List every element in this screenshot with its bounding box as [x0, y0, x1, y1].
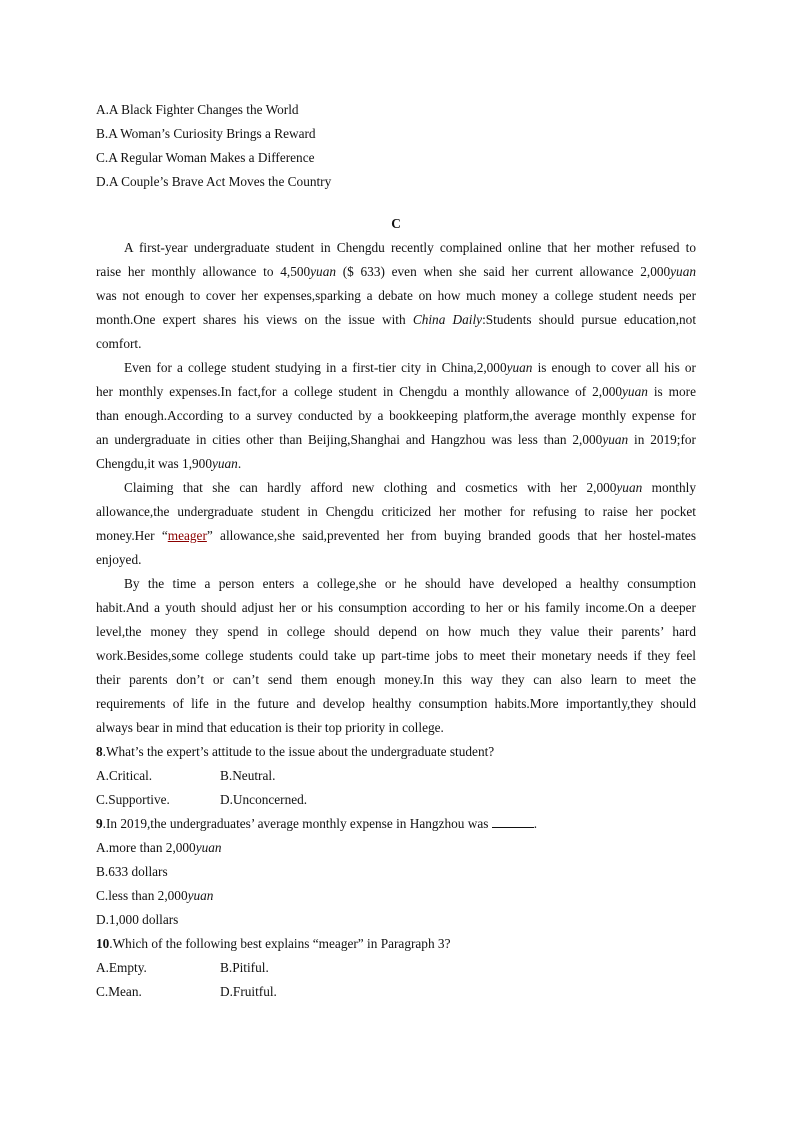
p3-line: money.Her “meager” allowance,she said,prevented her from buying branded goods that her hostel-mates	[96, 528, 696, 543]
p2-line: than enough.According to a survey conducted by a bookkeeping platform,the average monthly expense for	[96, 408, 696, 423]
paragraph-4	[96, 572, 696, 740]
question-8-stem: 8.What’s the expert’s attitude to the issue about the undergraduate student?	[96, 744, 495, 759]
p3-line: Claiming that she can hardly afford new clothing and cosmetics with her 2,000yuan monthly	[124, 480, 696, 495]
question-10-option-a[interactable]: A.Empty.	[96, 960, 147, 975]
previous-option-c: C.A Regular Woman Makes a Difference	[96, 150, 315, 165]
p2-line: Even for a college student studying in a first-tier city in China,2,000yuan is enough to cover all his or	[124, 360, 696, 375]
question-8-option-c[interactable]: C.Supportive.	[96, 792, 170, 807]
answer-blank	[492, 815, 534, 828]
p2-line: Chengdu,it was 1,900yuan.	[96, 456, 242, 471]
question-9-option-c[interactable]: C.less than 2,000yuan	[96, 888, 214, 903]
question-9-option-b[interactable]: B.633 dollars	[96, 864, 168, 879]
question-8-options-row	[96, 764, 696, 788]
p4-line: work.Besides,some college students could take up part-time jobs to meet their monetary needs if they feel	[96, 648, 696, 663]
china-daily-title: China Daily	[412, 312, 483, 327]
previous-option-b: B.A Woman’s Curiosity Brings a Reward	[96, 126, 316, 141]
p4-line: always bear in mind that education is their top priority in college.	[96, 720, 444, 735]
question-10-stem: 10.Which of the following best explains “meager” in Paragraph 3?	[96, 936, 451, 951]
p4-line: habit.And a youth should adjust her or his consumption according to her or his family income.On a deeper	[96, 600, 696, 615]
previous-option-d: D.A Couple’s Brave Act Moves the Country	[96, 174, 332, 189]
question-8-option-a[interactable]: A.Critical.	[96, 768, 153, 783]
question-10	[96, 932, 696, 1004]
p3-line: allowance,the undergraduate student in Chengdu criticized her mother for refusing to raise her pocket	[96, 504, 696, 519]
p1-line: raise her monthly allowance to 4,500yuan ($ 633) even when she said her current allowance 2,000yuan	[96, 264, 696, 279]
question-9-stem: 9.In 2019,the undergraduates’ average monthly expense in Hangzhou was .	[96, 816, 538, 831]
question-10-option-d[interactable]: D.Fruitful.	[220, 984, 277, 999]
question-10-option-c[interactable]: C.Mean.	[96, 984, 142, 999]
p4-line: requirements of life in the future and develop healthy consumption habits.More importantly,they should	[96, 696, 696, 711]
p2-line: an undergraduate in cities other than Beijing,Shanghai and Hangzhou was less than 2,000yuan in 2019;for	[96, 432, 696, 447]
question-8-option-b[interactable]: B.Neutral.	[220, 768, 276, 783]
question-8-options-row	[96, 788, 696, 812]
p1-line: month.One expert shares his views on the issue with China Daily:Students should pursue education,not	[96, 312, 697, 327]
paragraph-3	[96, 476, 696, 572]
question-9	[96, 812, 696, 932]
question-10-options-row	[96, 980, 696, 1004]
p4-line: level,the money they spend in college should depend on how much they value their parents’ hard	[96, 624, 696, 639]
p1-line: comfort.	[96, 336, 142, 351]
paragraph-1	[96, 236, 696, 356]
p3-line: enjoyed.	[96, 552, 142, 567]
previous-option-a: A.A Black Fighter Changes the World	[96, 102, 299, 117]
meager-highlight: meager	[167, 528, 207, 543]
paragraph-2	[96, 356, 696, 476]
p4-line: By the time a person enters a college,she or he should have developed a healthy consumption	[124, 576, 696, 591]
p4-line: their parents don’t or can’t send them enough money.In this way they can also learn to meet the	[96, 672, 696, 687]
section-spacer	[96, 194, 696, 212]
question-10-options-row	[96, 956, 696, 980]
yuan-term: yuan	[670, 264, 696, 279]
question-9-option-d[interactable]: D.1,000 dollars	[96, 912, 179, 927]
question-10-option-b[interactable]: B.Pitiful.	[220, 960, 269, 975]
question-8	[96, 740, 696, 812]
document-content	[96, 98, 696, 1004]
p2-line: her monthly expenses.In fact,for a college student in Chengdu a monthly allowance of 2,000yuan is more	[96, 384, 696, 399]
yuan-term: yuan	[310, 264, 337, 279]
question-8-option-d[interactable]: D.Unconcerned.	[220, 792, 308, 807]
p1-line: A first-year undergraduate student in Chengdu recently complained online that her mother refused to	[124, 240, 696, 255]
question-9-option-a[interactable]: A.more than 2,000yuan	[96, 840, 222, 855]
section-title: C	[391, 216, 401, 231]
p1-line: was not enough to cover her expenses,sparking a debate on how much money a college student needs per	[96, 288, 696, 303]
